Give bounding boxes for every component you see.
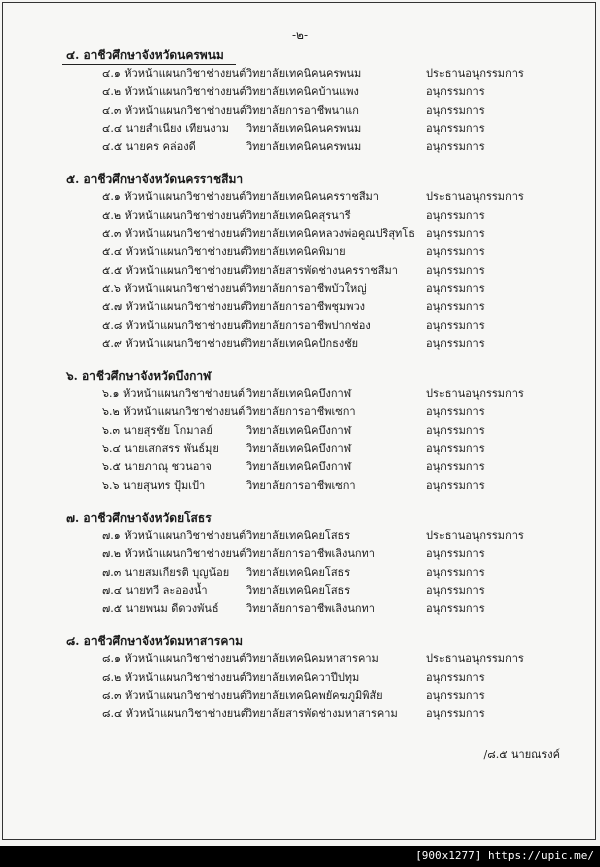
member-role: อนุกรรมการ bbox=[426, 442, 485, 456]
section-title: ๖. อาชีวศึกษาจังหวัดบึงกาฬ bbox=[66, 369, 212, 384]
member-row bbox=[0, 527, 600, 545]
member-name: ๘.๓ หัวหน้าแผนกวิชาช่างยนต์ bbox=[102, 689, 248, 703]
member-name: ๗.๑ หัวหน้าแผนกวิชาช่างยนต์ bbox=[102, 528, 247, 542]
member-name: ๗.๕ นายพนม ดีดวงพันธ์ bbox=[102, 602, 219, 616]
member-college: วิทยาลัยเทคนิคนครพนม bbox=[246, 121, 362, 135]
member-row bbox=[0, 298, 600, 316]
member-name: ๕.๘ หัวหน้าแผนกวิชาช่างยนต์ bbox=[102, 318, 248, 332]
member-college: วิทยาลัยเทคนิคบึงกาฬ bbox=[246, 387, 352, 401]
member-role: ประธานอนุกรรมการ bbox=[426, 67, 524, 80]
member-role: อนุกรรมการ bbox=[426, 318, 485, 332]
member-name: ๔.๕ นายคร คล่องดี bbox=[102, 140, 196, 154]
member-name: ๗.๓ นายสมเกียรติ บุญน้อย bbox=[102, 565, 230, 579]
member-college: วิทยาลัยเทคนิคปักธงชัย bbox=[246, 336, 359, 350]
member-college: วิทยาลัยสารพัดช่างมหาสารคาม bbox=[246, 707, 398, 721]
member-role: อนุกรรมการ bbox=[426, 103, 485, 117]
member-college: วิทยาลัยเทคนิคพิมาย bbox=[246, 245, 346, 259]
member-college: วิทยาลัยเทคนิคยโสธร bbox=[246, 565, 351, 579]
member-role: อนุกรรมการ bbox=[426, 85, 485, 99]
member-role: อนุกรรมการ bbox=[426, 602, 485, 616]
member-college: วิทยาลัยการอาชีพชุมพวง bbox=[246, 300, 365, 314]
member-role: อนุกรรมการ bbox=[426, 405, 485, 419]
member-row bbox=[0, 225, 600, 243]
member-role: อนุกรรมการ bbox=[426, 336, 485, 350]
member-college: วิทยาลัยการอาชีพเซกา bbox=[246, 478, 356, 492]
member-name: ๕.๗ หัวหน้าแผนกวิชาช่างยนต์ bbox=[102, 300, 248, 314]
member-name: ๖.๒ หัวหน้าแผนกวิชาช่างยนต์ bbox=[102, 405, 246, 419]
member-name: ๘.๔ หัวหน้าแผนกวิชาช่างยนต์ bbox=[102, 707, 248, 721]
member-role: อนุกรรมการ bbox=[426, 670, 485, 684]
member-name: ๖.๕ นายภาณุ ชวนอาจ bbox=[102, 460, 212, 474]
member-college: วิทยาลัยการอาชีพปากช่อง bbox=[246, 318, 371, 332]
province-section bbox=[0, 367, 600, 495]
member-row bbox=[0, 687, 600, 705]
member-college: วิทยาลัยเทคนิคหลวงพ่อคูณปริสุทโธ bbox=[246, 227, 415, 241]
member-role: ประธานอนุกรรมการ bbox=[426, 528, 524, 542]
member-row bbox=[0, 422, 600, 440]
member-college: วิทยาลัยเทคนิคยโสธร bbox=[246, 528, 351, 542]
member-role: อนุกรรมการ bbox=[426, 689, 485, 703]
member-name: ๔.๔ นายสำเนียง เทียนงาม bbox=[102, 121, 230, 135]
member-row bbox=[0, 564, 600, 582]
member-role: อนุกรรมการ bbox=[426, 245, 485, 259]
member-role: ประธานอนุกรรมการ bbox=[426, 652, 524, 666]
member-college: วิทยาลัยเทคนิคบึงกาฬ bbox=[246, 423, 352, 437]
member-college: วิทยาลัยเทคนิคยโสธร bbox=[246, 583, 351, 597]
member-name: ๕.๑ หัวหน้าแผนกวิชาช่างยนต์ bbox=[102, 190, 247, 204]
member-name: ๗.๔ นายทวี ละอองน้ำ bbox=[102, 583, 208, 597]
member-row bbox=[0, 582, 600, 600]
member-role: อนุกรรมการ bbox=[426, 565, 485, 579]
member-name: ๔.๒ หัวหน้าแผนกวิชาช่างยนต์ bbox=[102, 85, 247, 99]
member-row bbox=[0, 650, 600, 668]
member-row bbox=[0, 280, 600, 298]
member-row bbox=[0, 207, 600, 225]
member-college: วิทยาลัยเทคนิคสุรนารี bbox=[246, 208, 351, 222]
member-role: อนุกรรมการ bbox=[426, 707, 485, 721]
member-row bbox=[0, 262, 600, 280]
member-name: ๕.๙ หัวหน้าแผนกวิชาช่างยนต์ bbox=[102, 336, 248, 350]
member-role: อนุกรรมการ bbox=[426, 423, 485, 437]
member-role: อนุกรรมการ bbox=[426, 208, 485, 222]
member-college: วิทยาลัยเทคนิคบ้านแพง bbox=[246, 85, 359, 99]
member-row bbox=[0, 385, 600, 403]
member-role: อนุกรรมการ bbox=[426, 583, 485, 597]
member-college: วิทยาลัยเทคนิคพยัคฆภูมิพิสัย bbox=[246, 689, 383, 703]
member-name: ๘.๑ หัวหน้าแผนกวิชาช่างยนต์ bbox=[102, 652, 247, 666]
member-college: วิทยาลัยเทคนิคนครพนม bbox=[246, 67, 362, 80]
member-role: อนุกรรมการ bbox=[426, 121, 485, 135]
member-role: อนุกรรมการ bbox=[426, 263, 485, 277]
continuation-note: /๘.๕ นายณรงค์ bbox=[483, 748, 560, 761]
member-row bbox=[0, 545, 600, 563]
member-college: วิทยาลัยการอาชีพเซกา bbox=[246, 405, 356, 419]
member-row bbox=[0, 335, 600, 353]
member-name: ๕.๕ หัวหน้าแผนกวิชาช่างยนต์ bbox=[102, 263, 248, 277]
member-college: วิทยาลัยเทคนิคมหาสารคาม bbox=[246, 652, 379, 666]
member-row bbox=[0, 403, 600, 421]
province-section bbox=[0, 632, 600, 723]
member-role: อนุกรรมการ bbox=[426, 478, 485, 492]
member-name: ๖.๓ นายสุรชัย โกมาลย์ bbox=[102, 423, 213, 437]
member-role: อนุกรรมการ bbox=[426, 227, 485, 241]
member-college: วิทยาลัยเทคนิคนครพนม bbox=[246, 140, 362, 154]
member-name: ๕.๖ หัวหน้าแผนกวิชาช่างยนต์ bbox=[102, 281, 247, 295]
member-row bbox=[0, 65, 600, 83]
member-name: ๗.๒ หัวหน้าแผนกวิชาช่างยนต์ bbox=[102, 547, 247, 561]
committee-list bbox=[0, 44, 600, 738]
member-college: วิทยาลัยการอาชีพนาแก bbox=[246, 103, 359, 117]
section-title: ๗. อาชีวศึกษาจังหวัดยโสธร bbox=[66, 510, 212, 525]
member-role: อนุกรรมการ bbox=[426, 300, 485, 314]
member-college: วิทยาลัยเทคนิควาปีปทุม bbox=[246, 670, 360, 684]
image-host-bar bbox=[0, 846, 600, 867]
member-college: วิทยาลัยเทคนิคบึงกาฬ bbox=[246, 460, 352, 474]
member-row bbox=[0, 440, 600, 458]
member-row bbox=[0, 120, 600, 138]
member-row bbox=[0, 705, 600, 723]
member-name: ๕.๒ หัวหน้าแผนกวิชาช่างยนต์ bbox=[102, 208, 247, 222]
section-title: ๕. อาชีวศึกษาจังหวัดนครราชสีมา bbox=[66, 172, 244, 187]
member-name: ๖.๔ นายเสกสรร พันธ์มุย bbox=[102, 442, 219, 456]
member-role: อนุกรรมการ bbox=[426, 140, 485, 154]
member-role: ประธานอนุกรรมการ bbox=[426, 387, 524, 401]
member-name: ๖.๑ หัวหน้าแผนกวิชาช่างยนต์ bbox=[102, 387, 245, 401]
member-row bbox=[0, 102, 600, 120]
member-role: อนุกรรมการ bbox=[426, 547, 485, 561]
member-college: วิทยาลัยเทคนิคนครราชสีมา bbox=[246, 190, 379, 204]
province-section bbox=[0, 44, 600, 156]
page-number: -๒- bbox=[291, 28, 309, 42]
member-row bbox=[0, 477, 600, 495]
member-row bbox=[0, 669, 600, 687]
section-title: ๔. อาชีวศึกษาจังหวัดนครพนม bbox=[62, 46, 236, 65]
member-row bbox=[0, 458, 600, 476]
member-role: อนุกรรมการ bbox=[426, 460, 485, 474]
province-section bbox=[0, 509, 600, 618]
member-college: วิทยาลัยการอาชีพบัวใหญ่ bbox=[246, 281, 367, 295]
member-college: วิทยาลัยการอาชีพเลิงนกทา bbox=[246, 547, 375, 561]
member-college: วิทยาลัยสารพัดช่างนครราชสีมา bbox=[246, 263, 398, 277]
image-host-watermark: [900x1277] https://upic.me/ bbox=[415, 849, 594, 862]
section-title: ๘. อาชีวศึกษาจังหวัดมหาสารคาม bbox=[66, 634, 244, 649]
member-row bbox=[0, 243, 600, 261]
province-section bbox=[0, 170, 600, 353]
member-row bbox=[0, 138, 600, 156]
member-row bbox=[0, 188, 600, 206]
member-role: ประธานอนุกรรมการ bbox=[426, 190, 524, 204]
member-row bbox=[0, 83, 600, 101]
member-name: ๘.๒ หัวหน้าแผนกวิชาช่างยนต์ bbox=[102, 670, 247, 684]
member-name: ๕.๔ หัวหน้าแผนกวิชาช่างยนต์ bbox=[102, 245, 248, 259]
member-row bbox=[0, 317, 600, 335]
member-name: ๔.๑ หัวหน้าแผนกวิชาช่างยนต์ bbox=[102, 67, 247, 80]
member-role: อนุกรรมการ bbox=[426, 281, 485, 295]
member-row bbox=[0, 600, 600, 618]
member-name: ๖.๖ นายสุนทร ปุ้มเป้า bbox=[102, 478, 206, 492]
member-name: ๔.๓ หัวหน้าแผนกวิชาช่างยนต์ bbox=[102, 103, 247, 117]
member-name: ๕.๓ หัวหน้าแผนกวิชาช่างยนต์ bbox=[102, 227, 247, 241]
member-college: วิทยาลัยเทคนิคบึงกาฬ bbox=[246, 442, 352, 456]
member-college: วิทยาลัยการอาชีพเลิงนกทา bbox=[246, 602, 375, 616]
